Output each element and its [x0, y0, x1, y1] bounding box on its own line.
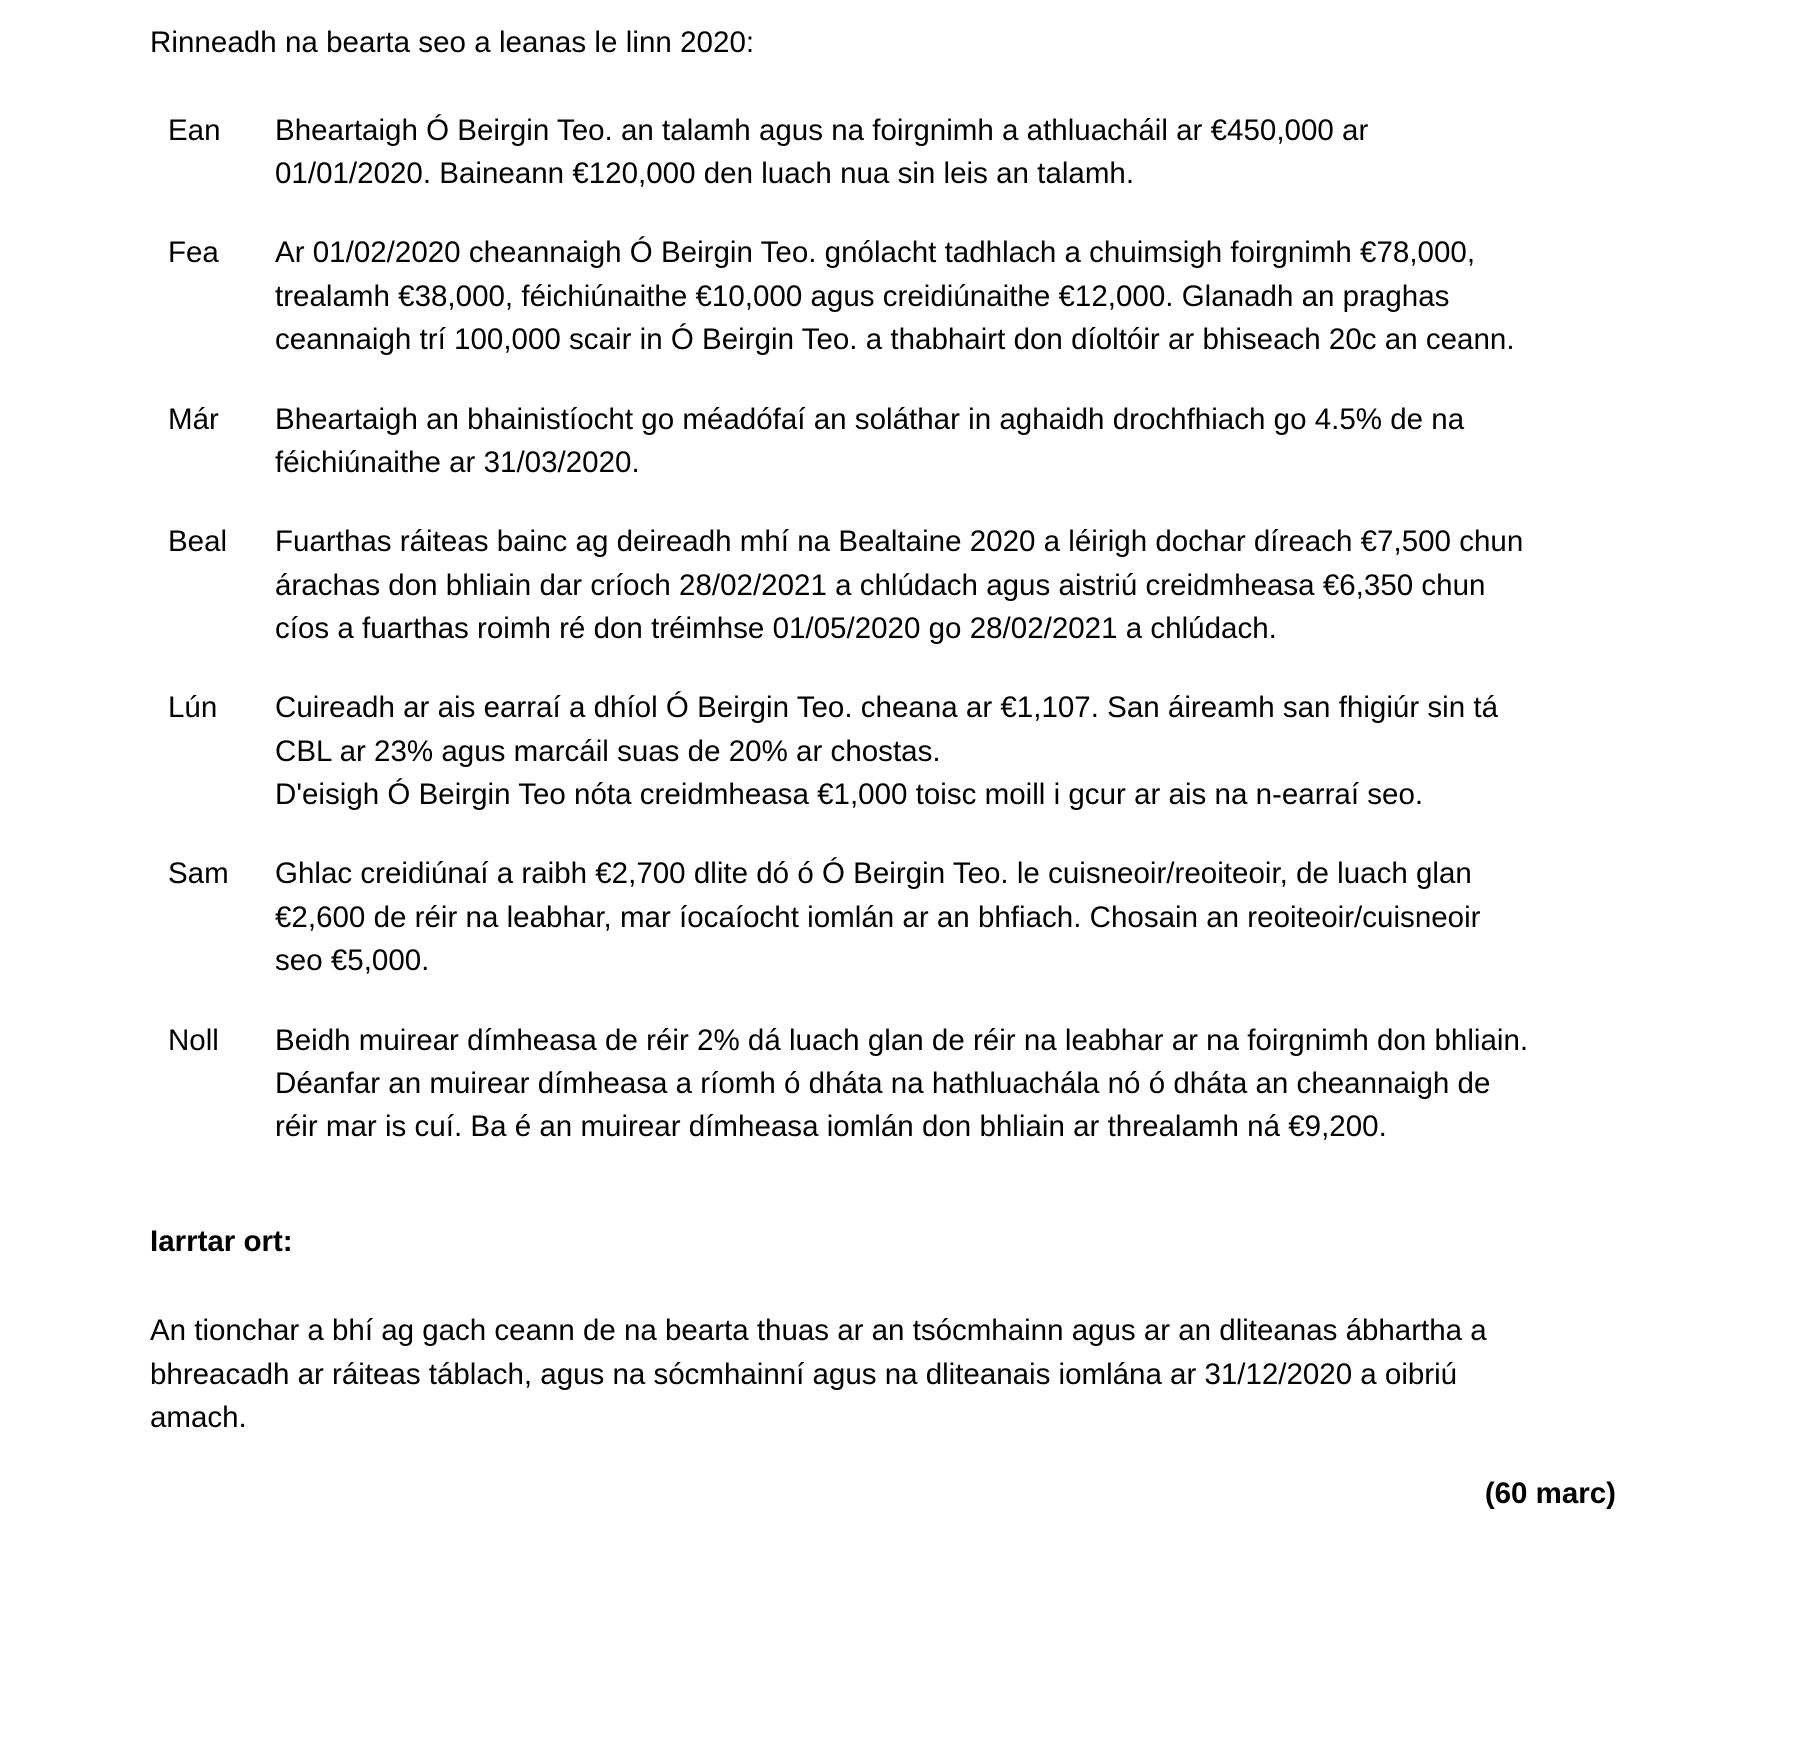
entry-month-label: Már: [168, 402, 219, 436]
closing-instruction: An tionchar a bhí ag gach ceann de na bearta thuas ar an tsócmhainn agus ar an dliteanas ábhartha a bhreacadh ar ráiteas táblach, agus na sócmhainní agus na dliteanais iomlána ar 31/12/2020 a oibriú amach.: [150, 1314, 1487, 1435]
entry-paragraph: Beidh muirear dímheasa de réir 2% dá luach glan de réir na leabhar ar na foirgnimh don bhliain. Déanfar an muirear dímheasa a ríomh ó dháta na hathluachála nó ó dháta an cheannaigh de réir mar is cuí. Ba é an muirear dímheasa iomlán don bhliain ar threalamh ná €9,200.: [275, 1023, 1529, 1144]
entry-month-label: Beal: [168, 525, 228, 559]
entry-month-label: Sam: [168, 857, 229, 891]
entry-body: [275, 520, 1530, 650]
entry-paragraph: Bheartaigh Ó Beirgin Teo. an talamh agus na foirgnimh a athluacháil ar €450,000 ar 01/01/2020. Baineann €120,000 den luach nua sin leis an talamh.: [275, 113, 1369, 191]
entry-month-label: Fea: [168, 236, 219, 270]
entry-body: [275, 109, 1530, 196]
entry-paragraph: Fuarthas ráiteas bainc ag deireadh mhí na Bealtaine 2020 a léirigh dochar díreach €7,500 chun árachas don bhliain dar críoch 28/02/2021 a chlúdach agus aistriú creidmheasa €6,350 chun cíos a fuarthas roimh ré don tréimhse 01/05/2020 go 28/02/2021 a chlúdach.: [275, 525, 1524, 645]
entry-row: [150, 1019, 1668, 1149]
entry-row: [150, 398, 1668, 485]
entry-body: [275, 398, 1530, 485]
ask-heading: Iarrtar ort:: [150, 1224, 293, 1258]
entry-month-label: Lún: [168, 691, 218, 725]
entry-paragraph: Ghlac creidiúnaí a raibh €2,700 dlite dó ó Ó Beirgin Teo. le cuisneoir/reoiteoir, de luach glan €2,600 de réir na leabhar, mar íocaíocht iomlán ar an bhfiach. Chosain an reoiteoir/cuisneoir seo €5,000.: [275, 857, 1481, 978]
entry-paragraph: Cuireadh ar ais earraí a dhíol Ó Beirgin Teo. cheana ar €1,107. San áireamh san fhigiúr sin tá CBL ar 23% agus marcáil suas de 20% ar chostas.: [275, 691, 1499, 768]
entry-paragraph: Bheartaigh an bhainistíocht go méadófaí an soláthar in aghaidh drochfhiach go 4.5% de na féichiúnaithe ar 31/03/2020.: [275, 402, 1465, 479]
entry-body: [275, 1019, 1530, 1149]
entry-month-label: Ean: [168, 113, 221, 147]
entry-body: [275, 852, 1530, 982]
entry-paragraph: Ar 01/02/2020 cheannaigh Ó Beirgin Teo. gnólacht tadhlach a chuimsigh foirgnimh €78,000, trealamh €38,000, féichiúnaithe €10,000 agus creidiúnaithe €12,000. Glanadh an praghas ceannaigh trí 100,000 scair in Ó Beirgin Teo. a thabhairt don díoltóir ar bhiseach 20c an ceann.: [275, 236, 1515, 357]
entry-row: [150, 231, 1668, 361]
entry-body: [275, 686, 1530, 816]
entry-row: [150, 852, 1668, 982]
entry-body: [275, 231, 1530, 361]
entry-row: [150, 109, 1668, 196]
entry-list: [150, 109, 1668, 1149]
intro-text: Rinneadh na bearta seo a leanas le linn 2020:: [150, 26, 755, 59]
entry-row: [150, 520, 1668, 650]
entry-month-label: Noll: [168, 1023, 219, 1057]
entry-row: [150, 686, 1668, 816]
entry-paragraph: D'eisigh Ó Beirgin Teo nóta creidmheasa €1,000 toisc moill i gcur ar ais na n-earraí seo.: [275, 778, 1424, 812]
marks-allocation: (60 marc): [1484, 1477, 1616, 1511]
